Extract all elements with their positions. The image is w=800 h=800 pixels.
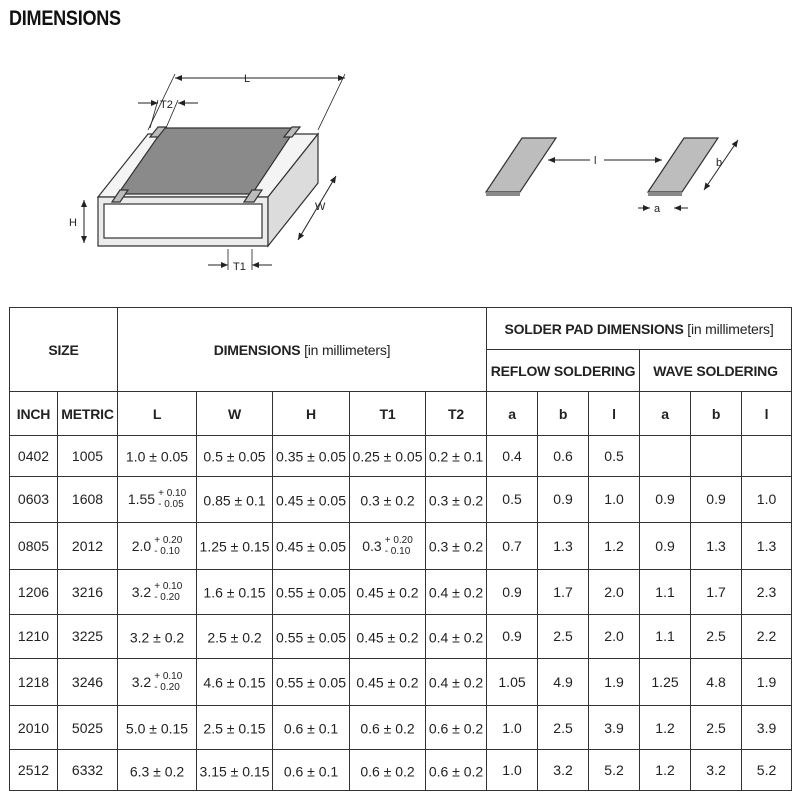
table-cell: 0.3 + 0.20 - 0.10 [350,523,426,570]
table-cell: 0.45 ± 0.2 [350,569,426,614]
table-cell [691,436,742,477]
chip-resistor-drawing [98,127,318,246]
header-dimensions: DIMENSIONS [in millimeters] [118,308,487,392]
table-cell: 6.3 ± 0.2 [118,750,197,791]
table-cell: 5.0 ± 0.15 [118,705,197,750]
label-pad-l: l [594,155,597,167]
table-cell: 1.3 [742,523,792,570]
table-cell: 0.35 ± 0.05 [273,436,350,477]
table-cell: 1.2 [640,705,691,750]
table-cell: 1.3 [538,523,589,570]
table-cell: 1210 [10,614,58,659]
table-cell: 1.9 [742,659,792,706]
column-header: l [742,392,792,436]
column-header: METRIC [58,392,118,436]
label-H: H [69,217,77,229]
table-cell: 0.7 [487,523,538,570]
table-cell: 3246 [58,659,118,706]
table-cell: 1.25 [640,659,691,706]
table-cell: 3.9 [742,705,792,750]
table-cell: 0.6 [538,436,589,477]
table-cell: 1.1 [640,569,691,614]
table-cell: 0603 [10,476,58,523]
table-cell: 2.0 [589,569,640,614]
table-cell: 0.9 [487,569,538,614]
table-cell: 1.9 [589,659,640,706]
table-cell: 0.6 ± 0.1 [273,705,350,750]
table-cell: 3.2 + 0.10 - 0.20 [118,659,197,706]
table-cell: 1.25 ± 0.15 [197,523,273,570]
dimension-diagram [0,0,800,300]
table-cell: 0402 [10,436,58,477]
table-cell: 0.85 ± 0.1 [197,476,273,523]
table-cell: 0.55 ± 0.05 [273,659,350,706]
table-cell: 2.0 [589,614,640,659]
table-cell: 0.6 ± 0.2 [350,750,426,791]
table-cell: 1005 [58,436,118,477]
column-header: H [273,392,350,436]
table-cell: 0.6 ± 0.1 [273,750,350,791]
table-cell [640,436,691,477]
table-cell: 0.45 ± 0.2 [350,659,426,706]
column-header-row [10,392,792,436]
table-cell: 1218 [10,659,58,706]
table-cell: 3216 [58,569,118,614]
table-cell: 0.9 [691,476,742,523]
table-cell: 1.0 [487,750,538,791]
table-cell: 2.5 ± 0.2 [197,614,273,659]
table-cell: 3.15 ± 0.15 [197,750,273,791]
table-cell: 2512 [10,750,58,791]
table-cell: 3.2 + 0.10 - 0.20 [118,569,197,614]
table-cell: 0.3 ± 0.2 [426,523,487,570]
table-row [10,614,792,659]
table-cell: 0.25 ± 0.05 [350,436,426,477]
table-cell: 2.5 [538,614,589,659]
table-cell: 0805 [10,523,58,570]
table-cell: 0.6 ± 0.2 [350,705,426,750]
label-pad-a: a [654,203,661,215]
table-cell: 2.3 [742,569,792,614]
table-cell: 0.4 [487,436,538,477]
table-cell: 1.0 [742,476,792,523]
column-header: T2 [426,392,487,436]
table-cell: 1.55 + 0.10 - 0.05 [118,476,197,523]
table-cell: 1.3 [691,523,742,570]
table-cell: 4.6 ± 0.15 [197,659,273,706]
table-cell: 2.5 [691,614,742,659]
table-cell: 2012 [58,523,118,570]
column-header: a [640,392,691,436]
table-cell: 0.55 ± 0.05 [273,614,350,659]
table-cell: 1.2 [589,523,640,570]
column-header: T1 [350,392,426,436]
table-cell: 1.05 [487,659,538,706]
table-cell: 2.5 ± 0.15 [197,705,273,750]
table-row [10,476,792,523]
table-cell: 2010 [10,705,58,750]
table-cell: 0.5 [589,436,640,477]
table-cell: 1.7 [691,569,742,614]
table-cell: 3.2 [691,750,742,791]
table-cell: 0.6 ± 0.2 [426,750,487,791]
label-L: L [244,73,251,85]
solder-pad-drawing [486,138,718,196]
table-cell: 1.1 [640,614,691,659]
label-W: W [315,201,326,213]
table-cell [742,436,792,477]
table-row [10,523,792,570]
table-cell: 0.6 ± 0.2 [426,705,487,750]
table-cell: 0.45 ± 0.05 [273,523,350,570]
table-cell: 0.45 ± 0.2 [350,614,426,659]
table-cell: 0.9 [538,476,589,523]
table-cell: 0.4 ± 0.2 [426,659,487,706]
table-row [10,569,792,614]
table-cell: 1206 [10,569,58,614]
table-cell: 5.2 [742,750,792,791]
table-cell: 0.55 ± 0.05 [273,569,350,614]
column-header: L [118,392,197,436]
table-cell: 3.2 [538,750,589,791]
table-cell: 0.9 [640,523,691,570]
table-cell: 2.2 [742,614,792,659]
table-cell: 1.0 [487,705,538,750]
table-cell: 0.4 ± 0.2 [426,569,487,614]
table-cell: 5025 [58,705,118,750]
table-cell: 0.5 ± 0.05 [197,436,273,477]
label-T1: T1 [233,261,246,273]
table-cell: 1608 [58,476,118,523]
column-header: INCH [10,392,58,436]
table-cell: 1.6 ± 0.15 [197,569,273,614]
table-cell: 1.2 [640,750,691,791]
column-header: W [197,392,273,436]
table-row [10,436,792,477]
header-solder-pad: SOLDER PAD DIMENSIONS [in millimeters] [487,308,792,350]
table-cell: 0.2 ± 0.1 [426,436,487,477]
table-cell: 0.5 [487,476,538,523]
table-cell: 4.8 [691,659,742,706]
table-cell: 1.0 ± 0.05 [118,436,197,477]
table-cell: 1.7 [538,569,589,614]
table-row [10,705,792,750]
table-cell: 5.2 [589,750,640,791]
table-row [10,659,792,706]
table-cell: 0.45 ± 0.05 [273,476,350,523]
column-header: b [691,392,742,436]
table-cell: 0.4 ± 0.2 [426,614,487,659]
table-cell: 3225 [58,614,118,659]
table-cell: 0.3 ± 0.2 [350,476,426,523]
table-cell: 2.5 [538,705,589,750]
table-cell: 6332 [58,750,118,791]
column-header: a [487,392,538,436]
table-cell: 4.9 [538,659,589,706]
column-header: l [589,392,640,436]
table-cell: 0.9 [640,476,691,523]
table-cell: 1.0 [589,476,640,523]
header-wave: WAVE SOLDERING [640,350,792,392]
table-cell: 0.9 [487,614,538,659]
header-size: SIZE [10,308,118,392]
table-cell: 3.9 [589,705,640,750]
label-pad-b: b [716,157,723,169]
dimensions-table [9,307,792,791]
header-reflow: REFLOW SOLDERING [487,350,640,392]
page-title: DIMENSIONS [9,7,121,30]
table-cell: 0.3 ± 0.2 [426,476,487,523]
label-T2: T2 [160,99,173,111]
table-cell: 2.5 [691,705,742,750]
column-header: b [538,392,589,436]
table-cell: 2.0 + 0.20 - 0.10 [118,523,197,570]
table-row [10,750,792,791]
table-cell: 3.2 ± 0.2 [118,614,197,659]
